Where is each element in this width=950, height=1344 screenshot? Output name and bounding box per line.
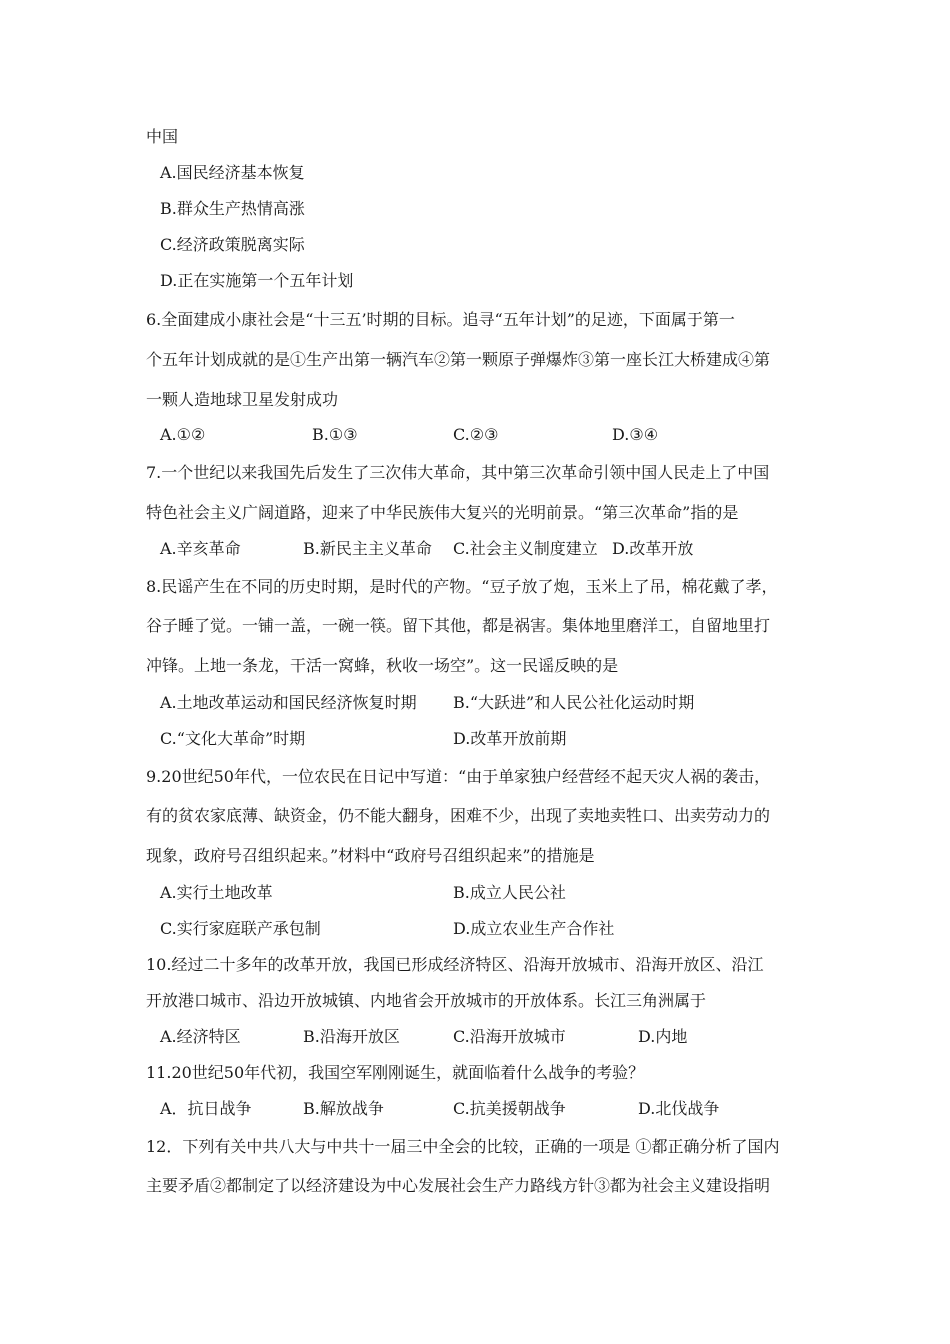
q6-stem-line1: 6.全面建成小康社会是“十三五’时期的目标。追寻“五年计划”的足迹，下面属于第一 [146, 310, 735, 329]
q9-option-b: B.成立人民公社 [453, 883, 566, 902]
q6-option-a: A.①② [160, 425, 206, 444]
q10-option-a: A.经济特区 [160, 1027, 241, 1046]
q11-option-b: B.解放战争 [303, 1099, 384, 1118]
q5-option-c: C.经济政策脱离实际 [160, 235, 305, 254]
q9-option-d: D.成立农业生产合作社 [453, 919, 615, 938]
q11-stem-line1: 11.20世纪50年代初，我国空军刚刚诞生，就面临着什么战争的考验？ [146, 1063, 645, 1082]
q9-stem-line2: 有的贫农家底薄、缺资金，仍不能大翻身，困难不少，出现了卖地卖牲口、出卖劳动力的 [146, 806, 771, 825]
q12-stem-line2: 主要矛盾②都制定了以经济建设为中心发展社会生产力路线方针③都为社会主义建设指明 [146, 1176, 771, 1195]
q10-stem-line1: 10.经过二十多年的改革开放，我国已形成经济特区、沿海开放城市、沿海开放区、沿江 [146, 955, 764, 974]
q7-stem-line1: 7.一个世纪以来我国先后发生了三次伟大革命，其中第三次革命引领中国人民走上了中国 [146, 463, 770, 482]
q10-option-c: C.沿海开放城市 [453, 1027, 566, 1046]
q8-option-a: A.土地改革运动和国民经济恢复时期 [160, 693, 417, 712]
q10-stem-line2: 开放港口城市、沿边开放城镇、内地省会开放城市的开放体系。长江三角洲属于 [146, 991, 707, 1010]
q7-option-c: C.社会主义制度建立 [453, 539, 598, 558]
q8-stem-line2: 谷子睡了觉。一铺一盖，一碗一筷。留下其他，都是祸害。集体地里磨洋工，自留地里打 [146, 616, 771, 635]
q11-option-a: A．抗日战争 [160, 1099, 252, 1118]
q6-stem-line2: 个五年计划成就的是①生产出第一辆汽车②第一颗原子弹爆炸③第一座长江大桥建成④第 [146, 350, 771, 369]
q11-option-c: C.抗美援朝战争 [453, 1099, 566, 1118]
q8-stem-line1: 8.民谣产生在不同的历史时期，是时代的产物。“豆子放了炮，玉米上了吊，棉花戴了孝， [146, 577, 778, 596]
q5-option-b: B.群众生产热情高涨 [160, 199, 305, 218]
q7-option-a: A.辛亥革命 [160, 539, 241, 558]
q7-option-b: B.新民主主义革命 [303, 539, 432, 558]
q12-stem-line1: 12．下列有关中共八大与中共十一届三中全会的比较，正确的一项是 ①都正确分析了国内 [146, 1137, 780, 1156]
q6-option-d: D.③④ [612, 425, 659, 444]
q9-stem-line3: 现象，政府号召组织起来。”材料中“政府号召组织起来”的措施是 [146, 846, 595, 865]
q7-option-d: D.改革开放 [612, 539, 694, 558]
q7-stem-line2: 特色社会主义广阔道路，迎来了中华民族伟大复兴的光明前景。“第三次革命”指的是 [146, 503, 739, 522]
q6-option-b: B.①③ [312, 425, 358, 444]
q5-stem-tail: 中国 [146, 127, 179, 146]
q8-option-d: D.改革开放前期 [453, 729, 567, 748]
q8-stem-line3: 冲锋。上地一条龙，干活一窝蜂，秋收一场空”。这一民谣反映的是 [146, 656, 619, 675]
q5-option-d: D.正在实施第一个五年计划 [160, 271, 354, 290]
q8-option-b: B.“大跃进”和人民公社化运动时期 [453, 693, 695, 712]
q5-option-a: A.国民经济基本恢复 [160, 163, 305, 182]
q10-option-d: D.内地 [638, 1027, 688, 1046]
q6-stem-line3: 一颗人造地球卫星发射成功 [146, 390, 339, 409]
q9-option-c: C.实行家庭联产承包制 [160, 919, 321, 938]
q6-option-c: C.②③ [453, 425, 499, 444]
q9-stem-line1: 9.20世纪50年代，一位农民在日记中写道：“由于单家独户经营经不起天灾人祸的袭击， [146, 767, 771, 786]
q11-option-d: D.北伐战争 [638, 1099, 720, 1118]
q8-option-c: C.“文化大革命”时期 [160, 729, 306, 748]
q10-option-b: B.沿海开放区 [303, 1027, 400, 1046]
q9-option-a: A.实行土地改革 [160, 883, 273, 902]
